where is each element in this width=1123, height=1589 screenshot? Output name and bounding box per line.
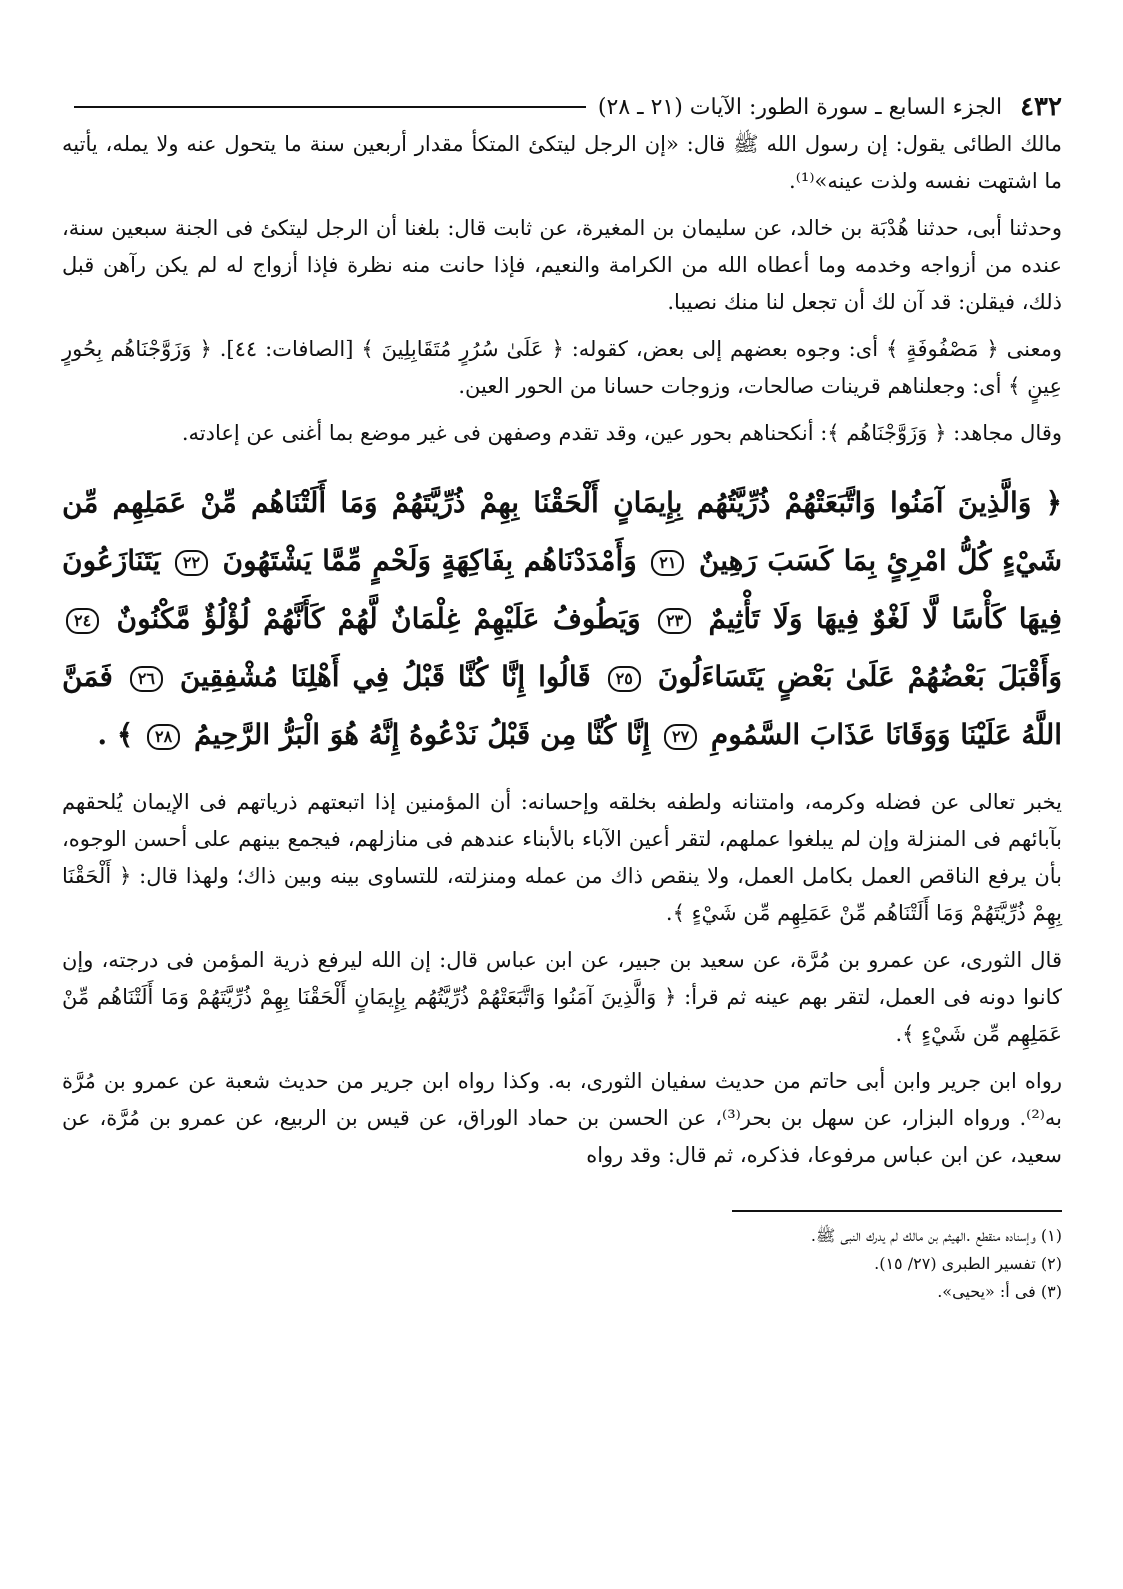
verse-text: وَأَقْبَلَ بَعْضُهُمْ عَلَىٰ بَعْضٍ يَتَسَاءَلُونَ (657, 660, 1063, 693)
quran-verses-block (62, 474, 1062, 764)
verse-number: ٢٧ (664, 724, 697, 750)
footnote-3: (٣) فى أ: «يحيى». (937, 1282, 1062, 1301)
running-header (62, 88, 1062, 126)
paragraph-4: وقال مجاهد: ﴿ وَزَوَّجْنَاهُم ﴾: أنكحناهم بحور عين، وقد تقدم وصفهن فى غير موضع بما أغنى عن إعادته. (181, 421, 1062, 445)
verse-text: وَيَطُوفُ عَلَيْهِمْ غِلْمَانٌ لَّهُمْ كَأَنَّهُمْ لُؤْلُؤٌ مَّكْنُونٌ (116, 602, 641, 635)
verse-number: ٢٥ (608, 666, 641, 692)
paragraph-7: رواه ابن جرير وابن أبى حاتم من حديث سفيان الثورى، به. وكذا رواه ابن جرير من حديث شعبة عن عمرو بن مُرَّة به⁽²⁾. ورواه البزار، عن سهل بن بحر⁽³⁾، عن الحسن بن حماد الوراق، عن قيس بن الربيع، عن عمرو بن مُرَّة، عن سعيد، عن ابن عباس مرفوعا، فذكره، ثم قال: وقد رواه (62, 1069, 1062, 1167)
header-rule (74, 106, 586, 108)
verse-text: فَمَنَّ اللَّهُ عَلَيْنَا وَوَقَانَا عَذَابَ السَّمُومِ (62, 660, 1062, 751)
paragraph-3: ومعنى ﴿ مَصْفُوفَةٍ ﴾ أى: وجوه بعضهم إلى بعض، كقوله: ﴿ عَلَىٰ سُرُرٍ مُتَقَابِلِينَ ﴾ [الصافات: ٤٤]. ﴿ وَزَوَّجْنَاهُم بِحُورٍ عِينٍ ﴾ أى: وجعلناهم قرينات صالحات، وزوجات حسانا من الحور العين. (62, 337, 1063, 398)
footnote-2: (٢) تفسير الطبرى (٢٧/ ١٥). (874, 1254, 1062, 1273)
header-title: الجزء السابع ـ سورة الطور: الآيات (٢١ ـ ٢٨) (597, 94, 1003, 120)
page-number: ٤٣٢ (1020, 92, 1062, 122)
verse-number: ٢٦ (130, 666, 163, 692)
verse-text: ﴿ وَالَّذِينَ آمَنُوا وَاتَّبَعَتْهُمْ ذُرِّيَّتُهُم بِإِيمَانٍ أَلْحَقْنَا بِهِمْ ذُرِّيَّتَهُمْ وَمَا أَلَتْنَاهُم مِّنْ عَمَلِهِم مِّن شَيْءٍ كُلُّ امْرِئٍ بِمَا كَسَبَ رَهِينٌ (62, 486, 1063, 577)
book-page (62, 88, 1062, 1306)
paragraph-6: قال الثورى، عن عمرو بن مُرَّة، عن سعيد بن جبير، عن ابن عباس قال: إن الله ليرفع ذرية المؤمن فى درجته، وإن كانوا دونه فى العمل، لتقر بهم عينه ثم قرأ: ﴿ وَالَّذِينَ آمَنُوا وَاتَّبَعَتْهُمْ ذُرِّيَّتُهُم بِإِيمَانٍ أَلْحَقْنَا بِهِمْ ذُرِّيَّتَهُمْ وَمَا أَلَتْنَاهُم مِّنْ عَمَلِهِم مِّن شَيْءٍ ﴾. (62, 948, 1062, 1046)
verse-text: قَالُوا إِنَّا كُنَّا قَبْلُ فِي أَهْلِنَا مُشْفِقِينَ (179, 660, 591, 693)
footnote-rule (732, 1210, 1062, 1212)
verse-text: وَأَمْدَدْنَاهُم بِفَاكِهَةٍ وَلَحْمٍ مِّمَّا يَشْتَهُونَ (222, 544, 637, 577)
verse-number: ٢٣ (658, 608, 691, 634)
verse-text: إِنَّا كُنَّا مِن قَبْلُ نَدْعُوهُ إِنَّهُ هُوَ الْبَرُّ الرَّحِيمُ (193, 718, 651, 751)
verse-closing: ﴾ . (97, 718, 134, 751)
paragraph-5: يخبر تعالى عن فضله وكرمه، وامتنانه ولطفه بخلقه وإحسانه: أن المؤمنين إذا اتبعتهم ذرياتهم فى الإيمان يُلحقهم بآبائهم فى المنزلة وإن لم يبلغوا عملهم، لتقر أعين الآباء بالأبناء عندهم فى منازلهم، فيجمع بينهم على أحسن الوجوه، بأن يرفع الناقص العمل بكامل العمل، ولا ينقص ذاك من عمله ومنزلته، للتساوى بينه وبين ذاك؛ ولهذا قال: ﴿ أَلْحَقْنَا بِهِمْ ذُرِّيَّتَهُمْ وَمَا أَلَتْنَاهُم مِّنْ عَمَلِهِم مِّن شَيْءٍ ﴾. (62, 790, 1062, 925)
paragraph-2: وحدثنا أبى، حدثنا هُدْبَة بن خالد، عن سليمان بن المغيرة، عن ثابت قال: بلغنا أن الرجل ليتكئ فى الجنة سبعين سنة، عنده من أزواجه وخدمه وما أعطاه الله من الكرامة والنعيم، فإذا حانت منه نظرة فإذا أزواج له لم يكن رآهن قبل ذلك، فيقلن: قد آن لك أن تجعل لنا منك نصيبا. (62, 216, 1062, 314)
verse-number: ٢٨ (147, 724, 180, 750)
verse-number: ٢١ (651, 550, 684, 576)
paragraph-1: مالك الطائى يقول: إن رسول الله ﷺ قال: «إن الرجل ليتكئ المتكأ مقدار أربعين سنة ما يتحول عنه ولا يمله، يأتيه ما اشتهت نفسه ولذت عينه»⁽¹⁾. (62, 132, 1062, 193)
verse-number: ٢٤ (66, 608, 99, 634)
verse-text: يَتَنَازَعُونَ فِيهَا كَأْسًا لَّا لَغْوٌ فِيهَا وَلَا تَأْثِيمٌ (62, 544, 1062, 635)
footnote-1: (١) وإسناده منقطع .الهيثم بن مالك لم يدرك النبى ﷺ. (810, 1226, 1062, 1245)
verse-number: ٢٢ (175, 550, 208, 576)
